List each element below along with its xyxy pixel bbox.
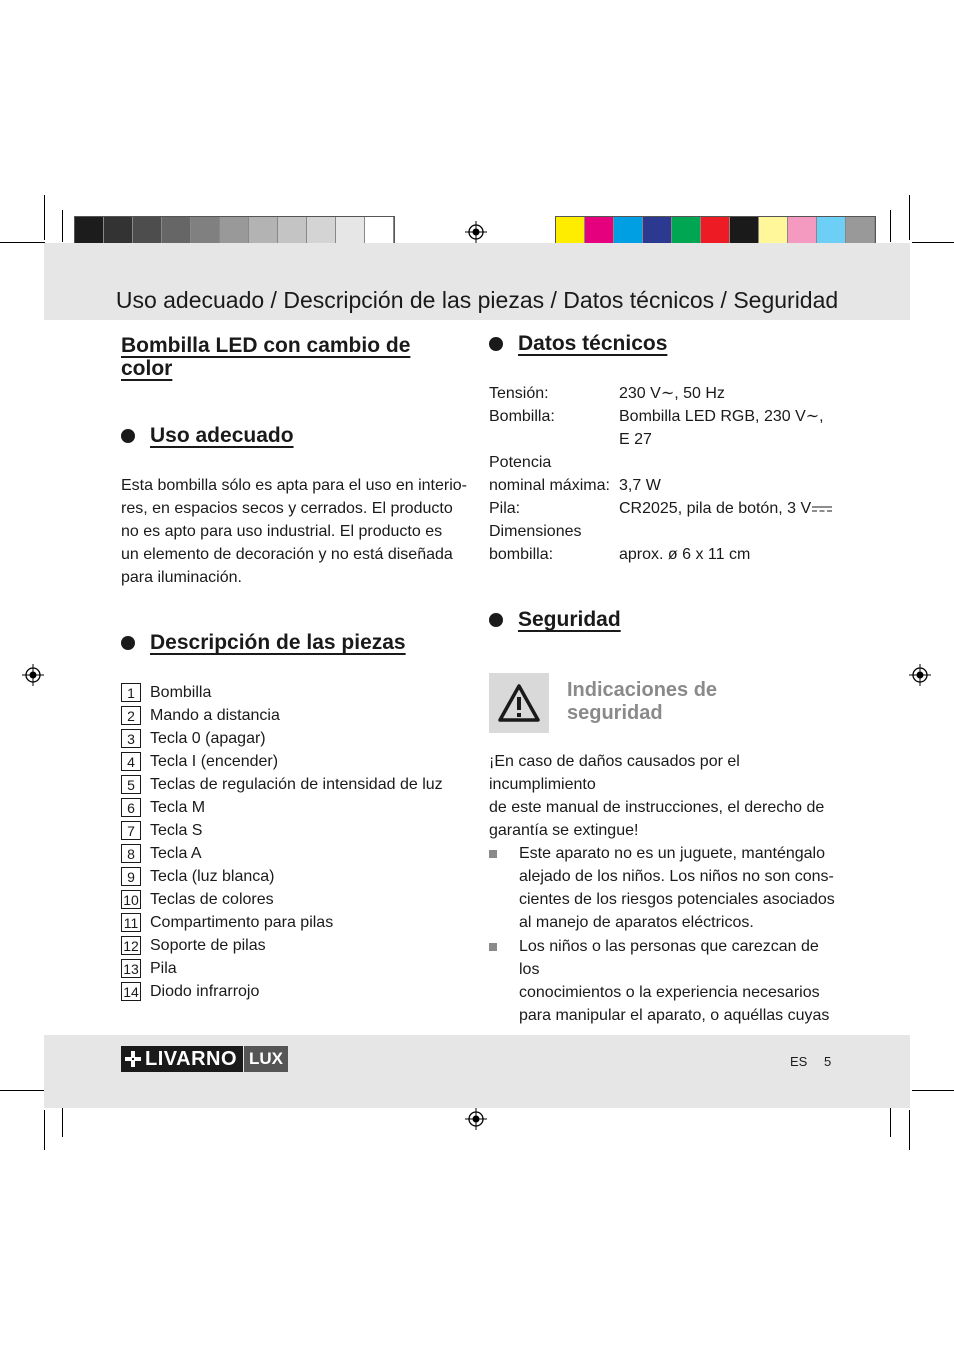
- tech-value: 3,7 W: [619, 477, 661, 494]
- part-label: Bombilla: [150, 683, 212, 701]
- part-label: Pila: [150, 959, 177, 977]
- bullet-icon: [121, 636, 135, 650]
- brand-cross-icon: [125, 1051, 141, 1067]
- page-number: 5: [824, 1054, 832, 1069]
- part-number: 1: [121, 683, 141, 702]
- crop-mark: [909, 195, 910, 240]
- square-bullet-icon: [489, 850, 497, 858]
- part-label: Tecla I (encender): [150, 752, 279, 770]
- part-item: [121, 773, 443, 796]
- crop-mark: [912, 1090, 954, 1091]
- safety-indications-heading: Indicaciones de seguridad: [567, 679, 718, 724]
- part-label: Tecla M: [150, 798, 206, 816]
- tech-specs-table: [489, 382, 839, 566]
- part-label: Tecla 0 (apagar): [150, 729, 266, 747]
- tech-row: [489, 474, 839, 497]
- part-item: [121, 934, 443, 957]
- part-label: Compartimento para pilas: [150, 913, 334, 931]
- part-number: 13: [121, 959, 141, 978]
- tech-row: [489, 405, 839, 428]
- tech-row: [489, 543, 839, 566]
- tech-label: Dimensiones: [489, 523, 582, 540]
- crop-mark: [0, 242, 45, 243]
- bullet-icon: [121, 429, 135, 443]
- part-number: 9: [121, 867, 141, 886]
- part-item: [121, 842, 443, 865]
- part-label: Tecla A: [150, 844, 202, 862]
- crop-mark: [890, 1105, 891, 1137]
- part-item: [121, 888, 443, 911]
- tech-row: [489, 428, 839, 451]
- bullet-icon: [489, 613, 503, 627]
- crop-mark: [62, 210, 63, 242]
- part-item: [121, 911, 443, 934]
- page-language: ES: [790, 1054, 808, 1069]
- section-uso-heading: Uso adecuado: [121, 424, 294, 448]
- registration-mark-icon: [465, 221, 487, 243]
- tech-row: [489, 497, 839, 520]
- bullet-icon: [489, 337, 503, 351]
- product-title: Bombilla LED con cambio de color: [121, 334, 411, 380]
- tech-label: Potencia: [489, 454, 552, 471]
- tech-label: Tensión:: [489, 385, 549, 402]
- tech-value: E 27: [619, 431, 652, 448]
- part-item: [121, 819, 443, 842]
- part-label: Soporte de pilas: [150, 936, 266, 954]
- tech-value: Bombilla LED RGB, 230 V∼,: [619, 408, 824, 425]
- crop-mark: [0, 1090, 45, 1091]
- part-number: 3: [121, 729, 141, 748]
- crop-mark: [44, 195, 45, 240]
- tech-label: Bombilla:: [489, 408, 555, 425]
- registration-mark-icon: [22, 664, 44, 686]
- tech-value: aprox. ø 6 x 11 cm: [619, 546, 751, 563]
- tech-label: nominal máxima:: [489, 477, 610, 494]
- tech-value: [619, 451, 839, 474]
- part-item: [121, 727, 443, 750]
- tech-row: [489, 520, 839, 543]
- section-seguridad-heading: Seguridad: [489, 608, 621, 632]
- part-item: [121, 704, 443, 727]
- part-number: 7: [121, 821, 141, 840]
- page-title: Uso adecuado / Descripción de las piezas / Datos técnicos / Seguridad: [115, 287, 839, 313]
- crop-mark: [890, 210, 891, 242]
- part-item: [121, 865, 443, 888]
- warning-text: ¡En caso de daños causados por el incumplimiento de este manual de instrucciones, el derecho de garantía se extingue!: [489, 753, 825, 839]
- crop-mark: [912, 242, 954, 243]
- crop-mark: [62, 1105, 63, 1137]
- part-label: Teclas de colores: [150, 890, 274, 908]
- header-band: [44, 243, 910, 320]
- brand-logo: LIVARNO LUX: [121, 1046, 288, 1072]
- crop-mark: [909, 1110, 910, 1150]
- part-number: 5: [121, 775, 141, 794]
- warning-triangle-icon: [489, 673, 549, 733]
- part-number: 6: [121, 798, 141, 817]
- section-descripcion-heading: Descripción de las piezas: [121, 631, 406, 655]
- part-item: [121, 980, 443, 1003]
- part-item: [121, 796, 443, 819]
- tech-value: CR2025, pila de botón, 3 V: [619, 500, 812, 517]
- tech-value: [619, 520, 839, 543]
- part-number: 4: [121, 752, 141, 771]
- part-label: Tecla (luz blanca): [150, 867, 275, 885]
- registration-mark-icon: [465, 1108, 487, 1130]
- crop-mark: [44, 1110, 45, 1150]
- part-item: [121, 750, 443, 773]
- part-label: Teclas de regulación de intensidad de luz: [150, 775, 443, 793]
- part-label: Tecla S: [150, 821, 203, 839]
- warning-box: [489, 673, 549, 733]
- registration-mark-icon: [909, 664, 931, 686]
- part-number: 14: [121, 982, 141, 1001]
- part-label: Diodo infrarrojo: [150, 982, 260, 1000]
- parts-list: [121, 681, 443, 1003]
- part-number: 10: [121, 890, 141, 909]
- tech-row: [489, 451, 839, 474]
- part-number: 2: [121, 706, 141, 725]
- square-bullet-icon: [489, 943, 497, 951]
- section-datos-heading: Datos técnicos: [489, 332, 667, 356]
- tech-label: bombilla:: [489, 546, 554, 563]
- part-item: [121, 957, 443, 980]
- part-item: [121, 681, 443, 704]
- tech-label: Pila:: [489, 500, 521, 517]
- footer-band: [44, 1035, 910, 1108]
- tech-row: [489, 382, 839, 405]
- tech-value: 230 V∼, 50 Hz: [619, 385, 725, 402]
- dc-symbol-icon: [812, 497, 832, 520]
- part-label: Mando a distancia: [150, 706, 280, 724]
- tech-label: [489, 428, 619, 451]
- part-number: 8: [121, 844, 141, 863]
- part-number: 11: [121, 913, 141, 932]
- part-number: 12: [121, 936, 141, 955]
- uso-text: Esta bombilla sólo es apta para el uso en interio- res, en espacios secos y cerrados. El producto no es apto para uso industrial. El producto es un elemento de decoración y no está diseñada para iluminación.: [121, 477, 467, 586]
